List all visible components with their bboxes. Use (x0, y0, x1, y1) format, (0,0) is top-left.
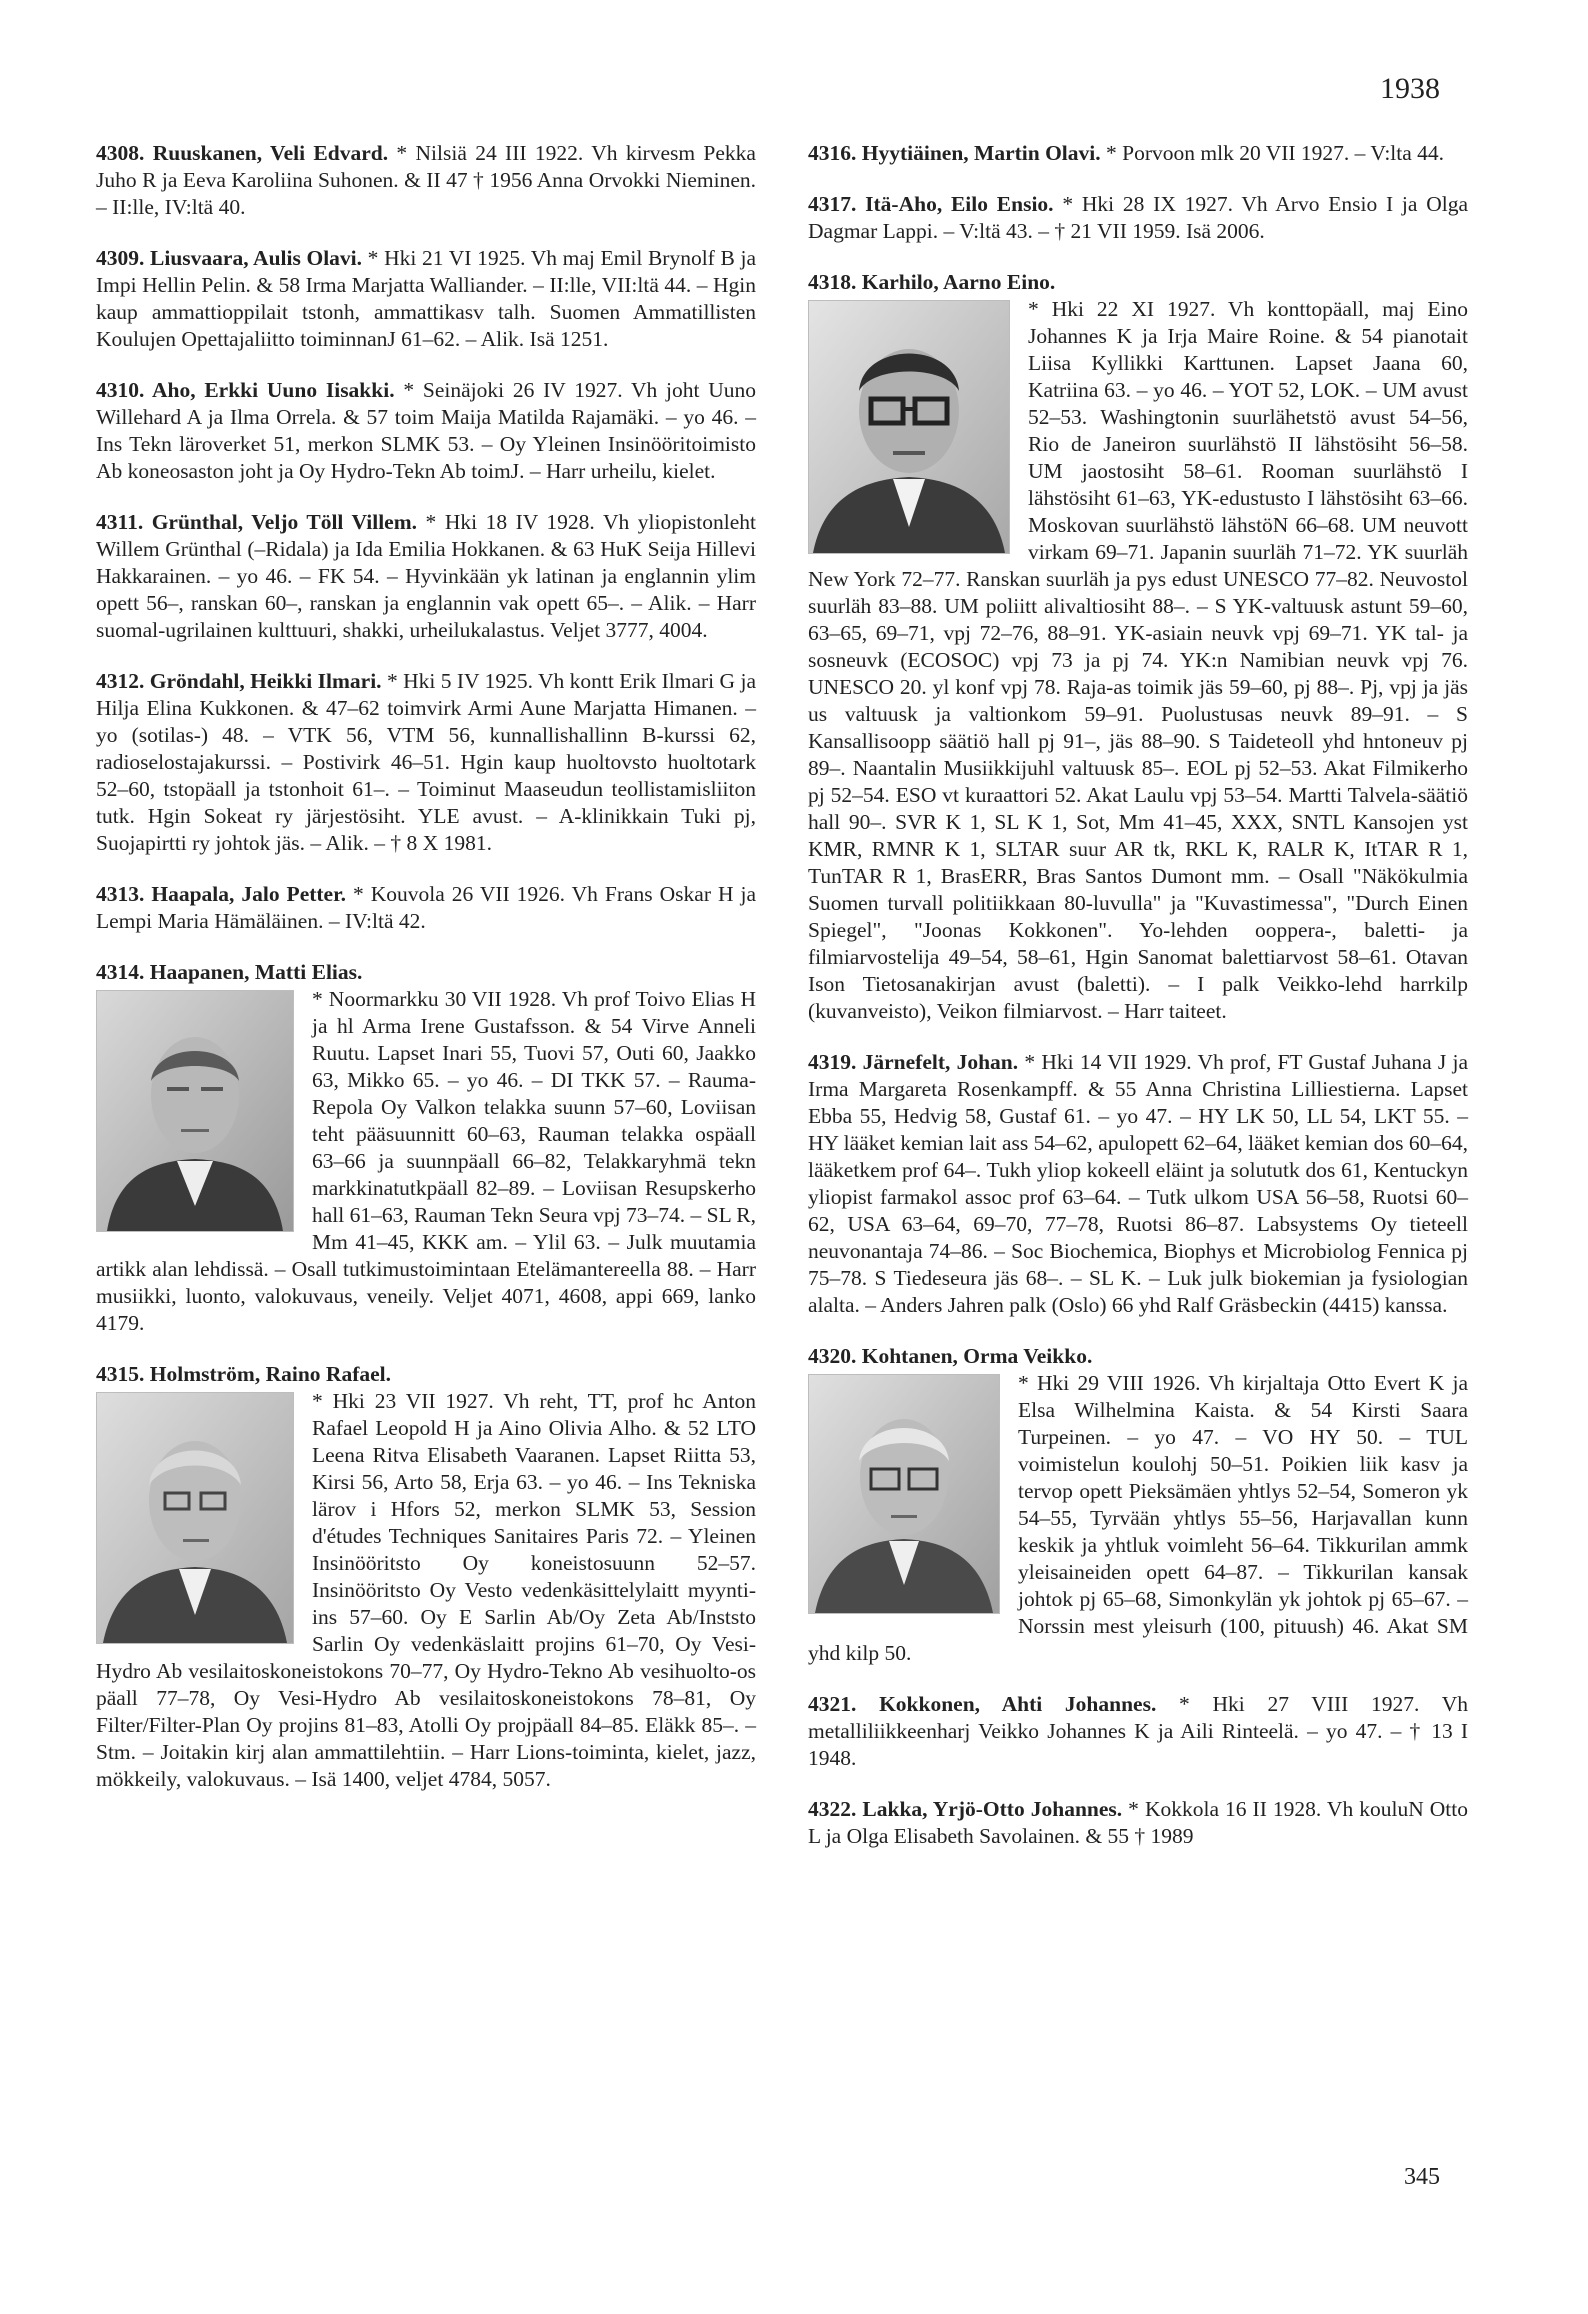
page-year: 1938 (1380, 72, 1440, 105)
entry-text: * Kouvola 26 VII 1926. Vh Frans Oskar H ja Lempi Maria Hämäläinen. – IV:ltä 42. (96, 882, 756, 933)
entry-4315 (96, 1361, 756, 1793)
entry-heading: 4318. Karhilo, Aarno Eino. (808, 270, 1056, 294)
entry-4317 (808, 191, 1468, 245)
entry-heading: 4319. Järnefelt, Johan. (808, 1050, 1019, 1074)
entry-4314 (96, 959, 756, 1337)
entry-text: * Hki 22 XI 1927. Vh konttopäall, maj Eino Johannes K ja Irja Maire Roine. & 54 pianotait Liisa Kyllikki Karttunen. Lapset Jaana 60, Katriina 63. – yo 46. – YOT 52, LOK. – UM avust 52–53. Washingtonin suurlähetstö avust 54–56, Rio de Janeiron suurlähstö II lähstösiht 56–58. UM jaostosiht 58–61. Rooman suurlähstö I lähstösiht 61–63, YK-edustusto I lähstösiht 63–66. Moskovan suurlähstö lähstöN 66–68. UM neuvott virkam 69–71. Japanin suurläh 71–72. YK suurläh New York 72–77. Ranskan suurläh ja pys edust UNESCO 77–82. Neuvostol suurläh 83–88. UM poliitt alivaltiosiht 88–. – S YK-valtuusk astunt 59–60, 63–65, 69–71, vpj 72–76, 88–91. YK-asiain neuvk vpj 69–71. YK tal- ja sosneuvk (ECOSOC) vpj 73 ja pj 74. YK:n Namibian neuvk vpj 76. UNESCO 20. yl konf vpj 78. Raja-as toimik jäs 59–60, pj 88–. Pj, vpj ja jäs us valtuusk ja valtionkom 59–91. Puolustusas neuvk 89–91. – S Kansallisoopp säätiö hall pj 91–, jäs 88–90. S Taideteoll yhd hntoneuv pj 89–. Naantalin Musiikkijuhl valtuusk 85–. EOL pj 52–53. Akat Filmikerho pj 52–54. ESO vt kuraattori 52. Akat Laulu vpj 53–54. Martti Talvela-säätiö hall 90–. SVR K 1, SL K 1, Sot, Mm 41–45, XXX, SNTL Kansojen yst KMR, RMNR K 1, SLTAR suur AR tk, RKL K, RALR K, ItTAR R 1, TunTAR R 1, BrasERR, Bras Santos Dumont mm. – Osall "Näkökulmia Suomen turvall politiikkaan 80-luvulla" ja "Kuvastimessa", "Durch Einen Spiegel", "Joonas Kokkonen". Yo-lehden ooppera-, baletti- ja filmiarvostelija 49–54, 58–61, Hgin Sanomat balettiarvost 58–61. Otavan Ison Tietosanakirjan avust (baletti). – I palk Veikko-lehd harrkilp (kuvanveisto), Veikon filmiarvost. – Harr taiteet. (808, 297, 1468, 1023)
entry-heading: 4312. Gröndahl, Heikki Ilmari. (96, 669, 382, 693)
entry-heading: 4315. Holmström, Raino Rafael. (96, 1362, 391, 1386)
entry-heading: 4310. Aho, Erkki Uuno Iisakki. (96, 378, 395, 402)
entry-heading: 4314. Haapanen, Matti Elias. (96, 960, 363, 984)
portrait-photo-icon (96, 1392, 294, 1644)
entry-heading: 4309. Liusvaara, Aulis Olavi. (96, 246, 363, 270)
entry-4319 (808, 1049, 1468, 1319)
entry-text: * Porvoon mlk 20 VII 1927. – V:lta 44. (1100, 141, 1445, 165)
entry-4313 (96, 881, 756, 935)
entry-4322 (808, 1796, 1468, 1850)
entry-text: * Hki 29 VIII 1926. Vh kirjaltaja Otto Evert K ja Elsa Wilhelmina Kaista. & 54 Kirsti Saara Turpeinen. – yo 47. – VO HY 50. – TUL voimistelun koulohj 50–51. Poikien liik kasv ja tervop opett Pieksämäen yhtlys 52–54, Someron yk 54–55, Tyrvään yhtlys 55–56, Harjavallan kunn keskik ja yhtluk voimleht 56–64. Tikkurilan ammk yleisaineiden opett 64–87. – Tikkurilan kansak johtok pj 65–68, Simonkylän yk johtok pj 65–67. – Norssin mest yleisurh (100, pituush) 46. Akat SM yhd kilp 50. (808, 1371, 1468, 1665)
entry-heading: 4308. Ruuskanen, Veli Edvard. (96, 141, 389, 165)
entry-text: * Hki 18 IV 1928. Vh yliopistonleht Willem Grünthal (–Ridala) ja Ida Emilia Hokkanen. & 63 HuK Seija Hillevi Hakkarainen. – yo 46. – FK 54. – Hyvinkään yk latinan ja englannin ylim opett 56–, ranskan 60–, ranskan ja englannin vak opett 65–. – Alik. – Harr suomal-ugrilainen kulttuuri, shakki, urheilukalastus. Veljet 3777, 4004. (96, 510, 756, 642)
left-column (96, 140, 756, 1817)
entry-4321 (808, 1691, 1468, 1772)
entry-text: * Hki 14 VII 1929. Vh prof, FT Gustaf Juhana J ja Irma Margareta Rosenkampff. & 55 Anna Christina Lilliestierna. Lapset Ebba 55, Hedvig 58, Gustaf 61. – yo 47. – HY LK 50, LL 54, LKT 55. – HY lääket kemian lait ass 54–62, apulopett 62–64, lääket kemian dos 60–64, lääketkem prof 64–. Tukh yliop kokeell eläint ja solututk dos 61, Kentuckyn yliopist farmakol assoc prof 63–64. – Tutk ulkom USA 56–58, Ruotsi 60–62, USA 63–64, 69–70, 77–78, Ruotsi 86–87. Labsystems Oy tieteell neuvonantaja 74–86. – Soc Biochemica, Biophys et Microbiolog Fennica pj 75–78. S Tiedeseura jäs 68–. – SL K. – Luk julk biokemian ja fysiologian alalta. – Anders Jahren palk (Oslo) 66 yhd Ralf Gräsbeckin (4415) kanssa. (808, 1050, 1468, 1317)
right-column (808, 140, 1468, 1874)
entry-4309 (96, 245, 756, 353)
page-number: 345 (1404, 2164, 1440, 2190)
entry-text: * Noormarkku 30 VII 1928. Vh prof Toivo Elias H ja hl Arma Irene Gustafsson. & 54 Virve Anneli Ruutu. Lapset Inari 55, Tuovi 57, Outi 60, Jaakko 63, Mikko 65. – yo 46. – DI TKK 57. – Rauma-Repola Oy Valkon telakka suunn 57–60, Loviisan teht pääsuunnitt 60–63, Rauman telakka ospäall 63–66 ja suunnpäall 66–82, Telakkaryhmä tekn markkinatutkpäall 82–89. – Loviisan Resupskerho hall 61–63, Rauman Tekn Seura vpj 73–74. – SL R, Mm 41–45, KKK am. – Ylil 63. – Julk muutamia artikk alan lehdissä. – Osall tutkimustoimintaan Etelämantereella 88. – Harr musiikki, luonto, valokuvaus, veneily. Veljet 4071, 4608, appi 669, lanko 4179. (96, 987, 756, 1335)
entry-heading: 4313. Haapala, Jalo Petter. (96, 882, 347, 906)
entry-heading: 4322. Lakka, Yrjö-Otto Johannes. (808, 1797, 1123, 1821)
entry-text: * Hki 21 VI 1925. Vh maj Emil Brynolf B ja Impi Hellin Pelin. & 58 Irma Marjatta Walliander. – II:lle, VII:ltä 44. – Hgin kaup ammattioppilait tstonh, ammattikasv talh. Suomen Ammatillisten Koulujen Opettajaliitto toiminnanJ 61–62. – Alik. Isä 1251. (96, 246, 756, 351)
entry-4312 (96, 668, 756, 857)
entry-text: * Hki 23 VII 1927. Vh reht, TT, prof hc Anton Rafael Leopold H ja Aino Olivia Alho. & 52 LTO Leena Ritva Elisabeth Vaaranen. Lapset Riitta 53, Kirsi 56, Arto 58, Erja 63. – yo 46. – Ins Tekniska lärov i Hfors 52, merkon SLMK 53, Session d'études Techniques Sanitaires Paris 72. – Yleinen Insinööritsto Oy koneistosuunn 52–57. Insinööritsto Oy Vesto vedenkäsittelylaitt myynti-ins 57–60. Oy E Sarlin Ab/Oy Zeta Ab/Inststo Sarlin Oy vedenkäslaitt projins 61–70, Oy Vesi-Hydro Ab vesilaitoskoneistokons 70–77, Oy Hydro-Tekno Ab vesihuolto-os päall 77–78, Oy Vesi-Hydro Ab vesilaitoskoneistokons 78–81, Oy Filter/Filter-Plan Oy projins 81–83, Atolli Oy projpäall 84–85. Eläkk 85–. – Stm. – Joitakin kirj alan ammattilehtiin. – Harr Lions-toiminta, kielet, jazz, mökkeily, valokuvaus. – Isä 1400, veljet 4784, 5057. (96, 1389, 756, 1791)
entry-4310 (96, 377, 756, 485)
entry-text: * Seinäjoki 26 IV 1927. Vh joht Uuno Willehard A ja Ilma Orrela. & 57 toim Maija Matilda Rajamäki. – yo 46. – Ins Tekn läroverket 51, merkon SLMK 53. – Oy Yleinen Insinööritoimisto Ab koneosaston joht ja Oy Hydro-Tekn Ab toimJ. – Harr urheilu, kielet. (96, 378, 757, 483)
entry-text: * Hki 28 IX 1927. Vh Arvo Ensio I ja Olga Dagmar Lappi. – V:ltä 43. – † 21 VII 1959. Isä 2006. (808, 192, 1468, 243)
portrait-photo-icon (96, 990, 294, 1232)
entry-heading: 4320. Kohtanen, Orma Veikko. (808, 1344, 1093, 1368)
entry-heading: 4311. Grünthal, Veljo Töll Villem. (96, 510, 418, 534)
entry-heading: 4317. Itä-Aho, Eilo Ensio. (808, 192, 1054, 216)
portrait-photo-icon (808, 1374, 1000, 1614)
entry-4318 (808, 269, 1468, 1025)
entry-heading: 4321. Kokkonen, Ahti Johannes. (808, 1692, 1157, 1716)
entry-4316 (808, 140, 1468, 167)
entry-text: * Hki 27 VIII 1927. Vh metalliliikkeenharj Veikko Johannes K ja Aili Rinteelä. – yo 47. – † 13 I 1948. (808, 1692, 1468, 1770)
entry-4320 (808, 1343, 1468, 1667)
entry-heading: 4316. Hyytiäinen, Martin Olavi. (808, 141, 1101, 165)
entry-4311 (96, 509, 756, 644)
entry-text: * Nilsiä 24 III 1922. Vh kirvesm Pekka Juho R ja Eeva Karoliina Suhonen. & II 47 † 1956 Anna Orvokki Nieminen. – II:lle, IV:ltä 40. (96, 141, 756, 219)
portrait-photo-icon (808, 300, 1010, 554)
entry-4308 (96, 140, 756, 221)
entry-text: * Hki 5 IV 1925. Vh kontt Erik Ilmari G ja Hilja Elina Kukkonen. & 47–62 toimvirk Armi Aune Marjatta Himanen. – yo (sotilas-) 48. – VTK 56, VTM 56, kunnallishallinn B-kurssi 62, radioselostajakurssi. – Postivirk 46–51. Hgin kaup huoltovsto huoltotark 52–60, tstopäall ja tstonhoit 61–. – Toiminut Maaseudun teollistamisliiton tutk. Hgin Sokeat ry järjestösiht. YLE avust. – A-klinikkain Tuki pj, Suojapirtti ry johtok jäs. – Alik. – † 8 X 1981. (96, 669, 756, 855)
entry-text: * Kokkola 16 II 1928. Vh kouluN Otto L ja Olga Elisabeth Savolainen. & 55 † 1989 (808, 1797, 1468, 1848)
